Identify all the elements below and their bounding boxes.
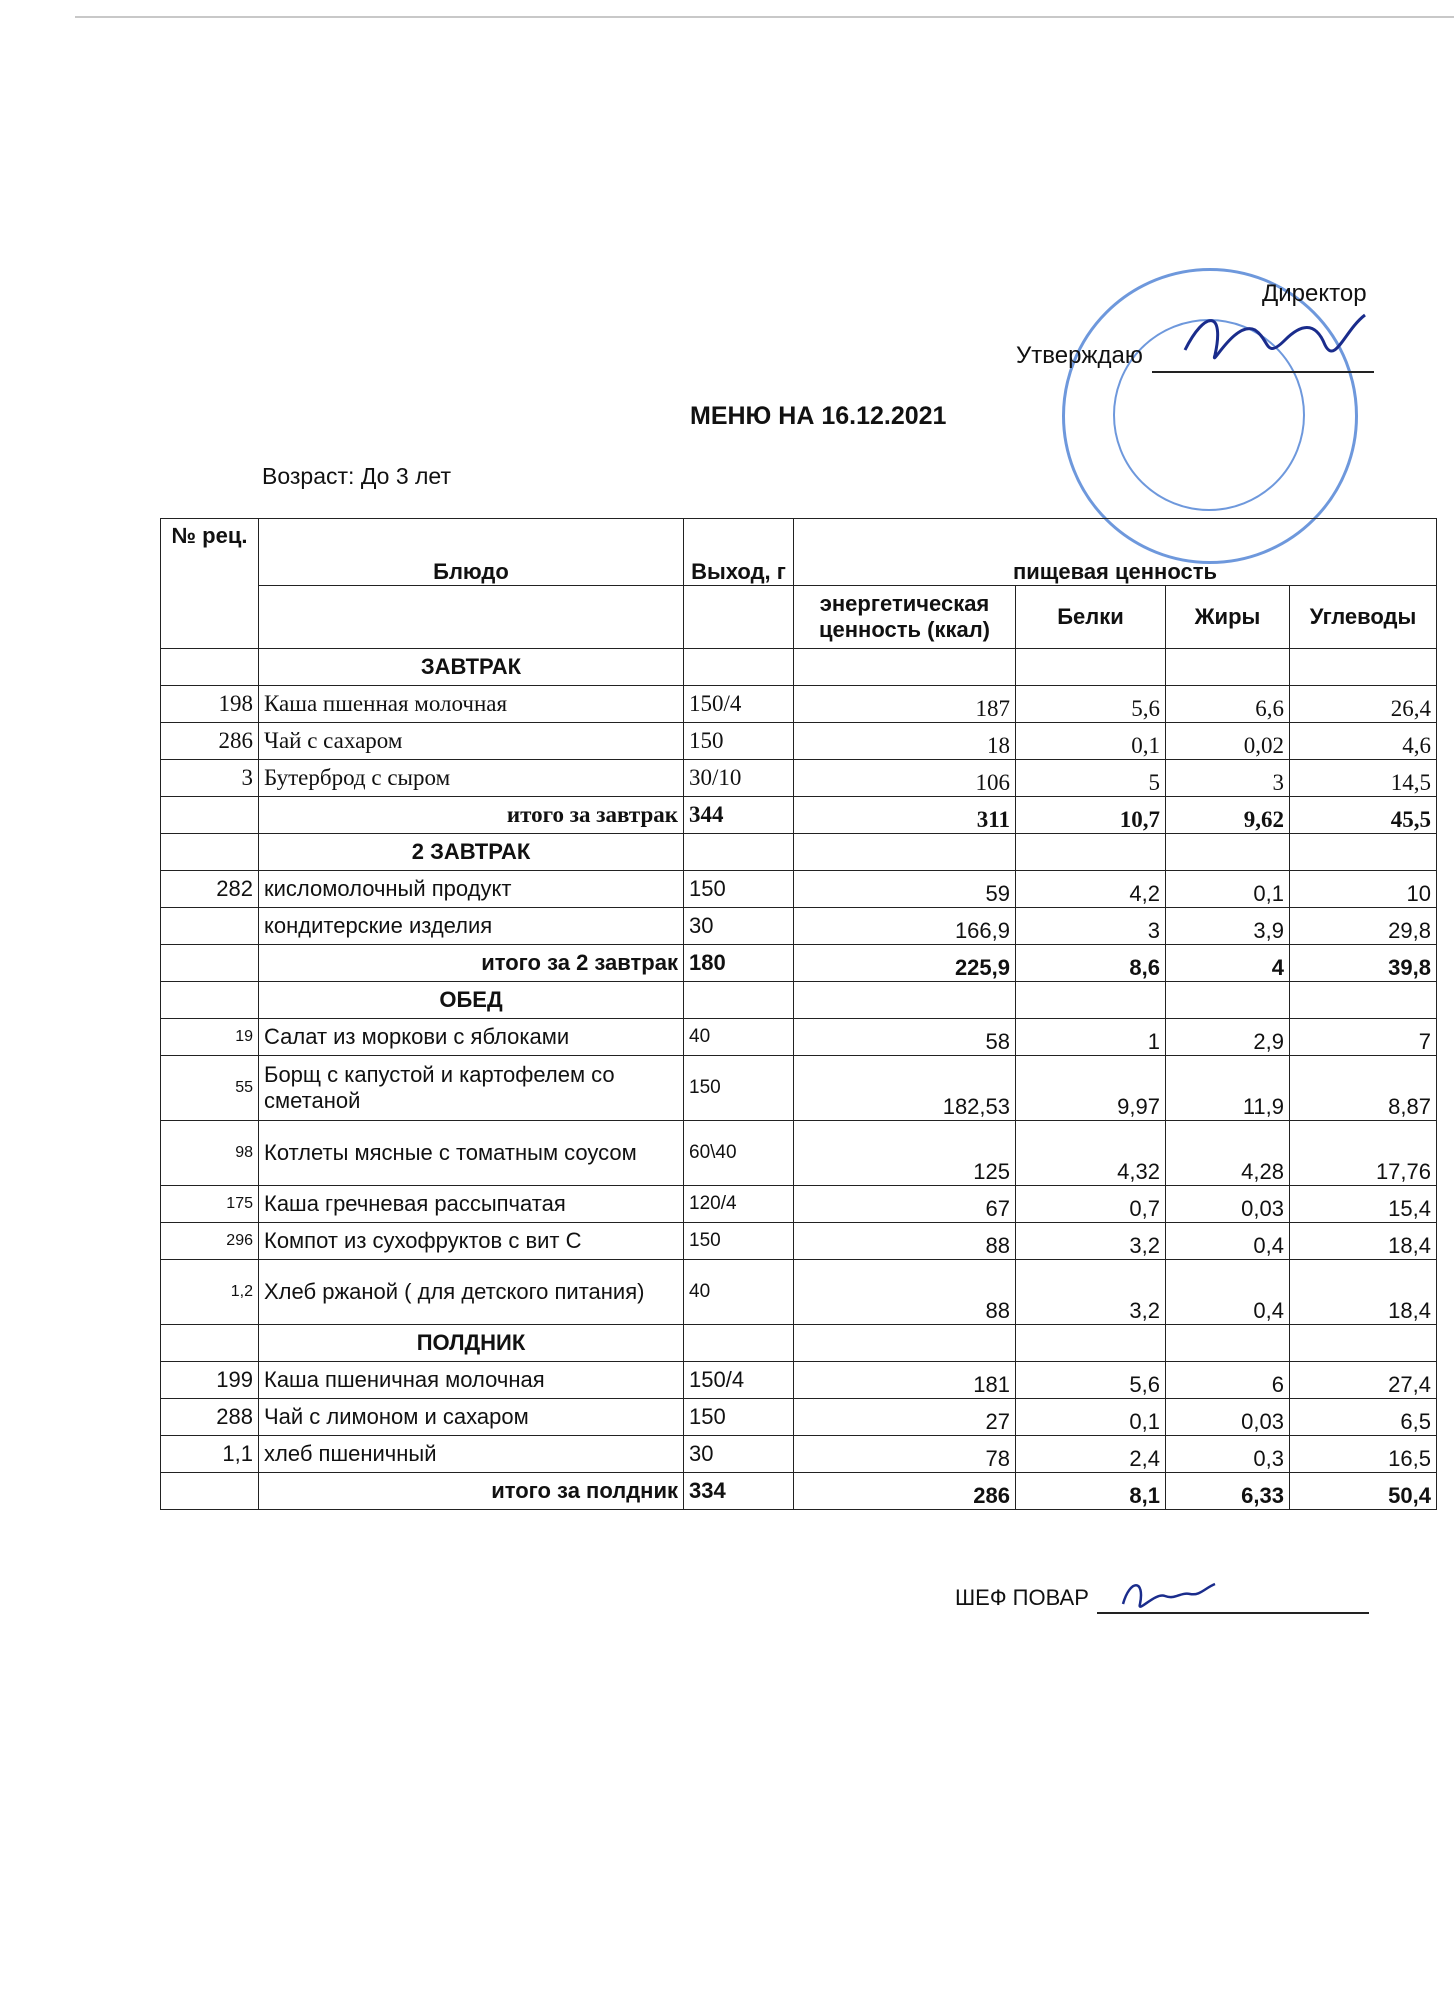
rec-cell <box>161 982 259 1019</box>
protein-cell: 0,1 <box>1016 723 1166 760</box>
chef-label: ШЕФ ПОВАР <box>955 1585 1089 1610</box>
yield-cell: 334 <box>684 1473 794 1510</box>
col-nutrition-header: пищевая ценность <box>794 519 1437 586</box>
menu-table <box>160 518 1437 1510</box>
fat-cell: 9,62 <box>1166 797 1290 834</box>
energy-cell: 106 <box>794 760 1016 797</box>
carbs-cell: 18,4 <box>1290 1260 1437 1325</box>
col-carbs-header: Углеводы <box>1290 586 1437 649</box>
dish-cell: Каша гречневая рассыпчатая <box>259 1186 684 1223</box>
protein-cell: 5 <box>1016 760 1166 797</box>
table-row <box>161 723 1437 760</box>
col-rec-header: № рец. <box>161 519 259 649</box>
carbs-cell: 15,4 <box>1290 1186 1437 1223</box>
dish-cell: Каша пшеничная молочная <box>259 1362 684 1399</box>
scan-top-rule <box>75 16 1454 18</box>
rec-cell: 288 <box>161 1399 259 1436</box>
empty-cell <box>1166 1325 1290 1362</box>
rec-cell <box>161 1473 259 1510</box>
protein-cell: 4,32 <box>1016 1121 1166 1186</box>
fat-cell: 6,6 <box>1166 686 1290 723</box>
rec-cell: 198 <box>161 686 259 723</box>
carbs-cell: 29,8 <box>1290 908 1437 945</box>
yield-cell: 344 <box>684 797 794 834</box>
table-row <box>161 908 1437 945</box>
approve-signature-line <box>1152 371 1374 373</box>
carbs-cell: 14,5 <box>1290 760 1437 797</box>
fat-cell: 3 <box>1166 760 1290 797</box>
energy-cell: 88 <box>794 1223 1016 1260</box>
total-label: итого за завтрак <box>259 797 684 834</box>
yield-cell: 30/10 <box>684 760 794 797</box>
fat-cell: 11,9 <box>1166 1056 1290 1121</box>
table-subheader-row <box>161 586 1437 649</box>
empty-cell <box>1016 649 1166 686</box>
empty-cell <box>1166 834 1290 871</box>
energy-cell: 59 <box>794 871 1016 908</box>
rec-cell: 175 <box>161 1186 259 1223</box>
table-row <box>161 1223 1437 1260</box>
table-row <box>161 1056 1437 1121</box>
approve-label: Утверждаю <box>1016 342 1143 369</box>
energy-cell: 311 <box>794 797 1016 834</box>
protein-cell: 4,2 <box>1016 871 1166 908</box>
empty-cell <box>1016 834 1166 871</box>
protein-cell: 2,4 <box>1016 1436 1166 1473</box>
energy-cell: 166,9 <box>794 908 1016 945</box>
protein-cell: 8,1 <box>1016 1473 1166 1510</box>
empty-cell <box>1016 982 1166 1019</box>
rec-cell <box>161 945 259 982</box>
rec-cell <box>161 649 259 686</box>
dish-cell: Хлеб ржаной ( для детского питания) <box>259 1260 684 1325</box>
energy-cell: 182,53 <box>794 1056 1016 1121</box>
chef-signature-line <box>1097 1612 1369 1614</box>
age-group: Возраст: До 3 лет <box>262 463 451 489</box>
carbs-cell: 17,76 <box>1290 1121 1437 1186</box>
protein-cell: 1 <box>1016 1019 1166 1056</box>
rec-cell: 282 <box>161 871 259 908</box>
yield-cell: 150 <box>684 1399 794 1436</box>
energy-cell: 181 <box>794 1362 1016 1399</box>
rec-cell: 19 <box>161 1019 259 1056</box>
table-row <box>161 1019 1437 1056</box>
subheader-empty <box>259 586 684 649</box>
rec-cell <box>161 908 259 945</box>
rec-cell: 286 <box>161 723 259 760</box>
yield-cell: 150 <box>684 1223 794 1260</box>
empty-cell <box>794 1325 1016 1362</box>
fat-cell: 0,3 <box>1166 1436 1290 1473</box>
dish-cell: Компот из сухофруктов с вит С <box>259 1223 684 1260</box>
section-title: ЗАВТРАК <box>259 649 684 686</box>
dish-cell: кисломолочный продукт <box>259 871 684 908</box>
table-row <box>161 760 1437 797</box>
fat-cell: 4 <box>1166 945 1290 982</box>
empty-cell <box>1016 1325 1166 1362</box>
director-label: Директор <box>1262 280 1367 307</box>
dish-cell: Салат из моркови с яблоками <box>259 1019 684 1056</box>
empty-cell <box>684 982 794 1019</box>
dish-cell: кондитерские изделия <box>259 908 684 945</box>
total-row <box>161 1473 1437 1510</box>
table-row <box>161 686 1437 723</box>
yield-cell: 150/4 <box>684 686 794 723</box>
rec-cell: 199 <box>161 1362 259 1399</box>
menu-table-body <box>161 649 1437 1510</box>
protein-cell: 3,2 <box>1016 1223 1166 1260</box>
yield-cell: 150 <box>684 723 794 760</box>
fat-cell: 0,02 <box>1166 723 1290 760</box>
fat-cell: 4,28 <box>1166 1121 1290 1186</box>
protein-cell: 0,7 <box>1016 1186 1166 1223</box>
empty-cell <box>794 982 1016 1019</box>
energy-cell: 125 <box>794 1121 1016 1186</box>
section-row <box>161 1325 1437 1362</box>
page-title: МЕНЮ НА 16.12.2021 <box>690 402 947 430</box>
table-row <box>161 1362 1437 1399</box>
empty-cell <box>684 1325 794 1362</box>
energy-cell: 78 <box>794 1436 1016 1473</box>
empty-cell <box>1290 834 1437 871</box>
fat-cell: 6,33 <box>1166 1473 1290 1510</box>
carbs-cell: 7 <box>1290 1019 1437 1056</box>
table-row <box>161 871 1437 908</box>
col-fat-header: Жиры <box>1166 586 1290 649</box>
carbs-cell: 45,5 <box>1290 797 1437 834</box>
dish-cell: хлеб пшеничный <box>259 1436 684 1473</box>
section-title: ОБЕД <box>259 982 684 1019</box>
subheader-empty <box>684 586 794 649</box>
fat-cell: 2,9 <box>1166 1019 1290 1056</box>
protein-cell: 10,7 <box>1016 797 1166 834</box>
empty-cell <box>1290 1325 1437 1362</box>
rec-cell: 55 <box>161 1056 259 1121</box>
protein-cell: 0,1 <box>1016 1399 1166 1436</box>
energy-cell: 27 <box>794 1399 1016 1436</box>
protein-cell: 3 <box>1016 908 1166 945</box>
yield-cell: 60\40 <box>684 1121 794 1186</box>
yield-cell: 150 <box>684 1056 794 1121</box>
section-title: 2 ЗАВТРАК <box>259 834 684 871</box>
protein-cell: 8,6 <box>1016 945 1166 982</box>
total-row <box>161 797 1437 834</box>
empty-cell <box>1290 649 1437 686</box>
fat-cell: 0,4 <box>1166 1223 1290 1260</box>
carbs-cell: 6,5 <box>1290 1399 1437 1436</box>
yield-cell: 180 <box>684 945 794 982</box>
protein-cell: 3,2 <box>1016 1260 1166 1325</box>
table-row <box>161 1436 1437 1473</box>
carbs-cell: 50,4 <box>1290 1473 1437 1510</box>
section-row <box>161 834 1437 871</box>
col-energy-header: энергетическая ценность (ккал) <box>794 586 1016 649</box>
energy-cell: 18 <box>794 723 1016 760</box>
rec-cell: 98 <box>161 1121 259 1186</box>
energy-cell: 58 <box>794 1019 1016 1056</box>
dish-cell: Каша пшенная молочная <box>259 686 684 723</box>
carbs-cell: 27,4 <box>1290 1362 1437 1399</box>
rec-cell: 3 <box>161 760 259 797</box>
dish-cell: Чай с сахаром <box>259 723 684 760</box>
fat-cell: 0,4 <box>1166 1260 1290 1325</box>
total-row <box>161 945 1437 982</box>
section-row <box>161 649 1437 686</box>
yield-cell: 150 <box>684 871 794 908</box>
empty-cell <box>1166 649 1290 686</box>
col-protein-header: Белки <box>1016 586 1166 649</box>
energy-cell: 187 <box>794 686 1016 723</box>
protein-cell: 5,6 <box>1016 1362 1166 1399</box>
carbs-cell: 18,4 <box>1290 1223 1437 1260</box>
energy-cell: 286 <box>794 1473 1016 1510</box>
section-title: ПОЛДНИК <box>259 1325 684 1362</box>
dish-cell: Чай с лимоном и сахаром <box>259 1399 684 1436</box>
carbs-cell: 4,6 <box>1290 723 1437 760</box>
table-row <box>161 1399 1437 1436</box>
protein-cell: 5,6 <box>1016 686 1166 723</box>
carbs-cell: 10 <box>1290 871 1437 908</box>
yield-cell: 40 <box>684 1019 794 1056</box>
empty-cell <box>1290 982 1437 1019</box>
rec-cell: 1,1 <box>161 1436 259 1473</box>
table-row <box>161 1260 1437 1325</box>
fat-cell: 3,9 <box>1166 908 1290 945</box>
fat-cell: 0,03 <box>1166 1399 1290 1436</box>
rec-cell <box>161 834 259 871</box>
empty-cell <box>684 649 794 686</box>
yield-cell: 30 <box>684 1436 794 1473</box>
rec-cell <box>161 797 259 834</box>
energy-cell: 225,9 <box>794 945 1016 982</box>
director-signature-icon <box>1175 300 1375 380</box>
yield-cell: 40 <box>684 1260 794 1325</box>
rec-cell: 296 <box>161 1223 259 1260</box>
empty-cell <box>684 834 794 871</box>
dish-cell: Котлеты мясные с томатным соусом <box>259 1121 684 1186</box>
carbs-cell: 8,87 <box>1290 1056 1437 1121</box>
energy-cell: 67 <box>794 1186 1016 1223</box>
total-label: итого за 2 завтрак <box>259 945 684 982</box>
table-row <box>161 1121 1437 1186</box>
dish-cell: Бутерброд с сыром <box>259 760 684 797</box>
rec-cell: 1,2 <box>161 1260 259 1325</box>
table-row <box>161 1186 1437 1223</box>
yield-cell: 30 <box>684 908 794 945</box>
rec-cell <box>161 1325 259 1362</box>
empty-cell <box>794 834 1016 871</box>
table-header-row <box>161 519 1437 586</box>
carbs-cell: 16,5 <box>1290 1436 1437 1473</box>
fat-cell: 6 <box>1166 1362 1290 1399</box>
carbs-cell: 26,4 <box>1290 686 1437 723</box>
energy-cell: 88 <box>794 1260 1016 1325</box>
total-label: итого за полдник <box>259 1473 684 1510</box>
fat-cell: 0,1 <box>1166 871 1290 908</box>
empty-cell <box>794 649 1016 686</box>
yield-cell: 120/4 <box>684 1186 794 1223</box>
col-dish-header: Блюдо <box>259 519 684 586</box>
section-row <box>161 982 1437 1019</box>
fat-cell: 0,03 <box>1166 1186 1290 1223</box>
col-yield-header: Выход, г <box>684 519 794 586</box>
yield-cell: 150/4 <box>684 1362 794 1399</box>
carbs-cell: 39,8 <box>1290 945 1437 982</box>
protein-cell: 9,97 <box>1016 1056 1166 1121</box>
empty-cell <box>1166 982 1290 1019</box>
dish-cell: Борщ с капустой и картофелем со сметаной <box>259 1056 684 1121</box>
